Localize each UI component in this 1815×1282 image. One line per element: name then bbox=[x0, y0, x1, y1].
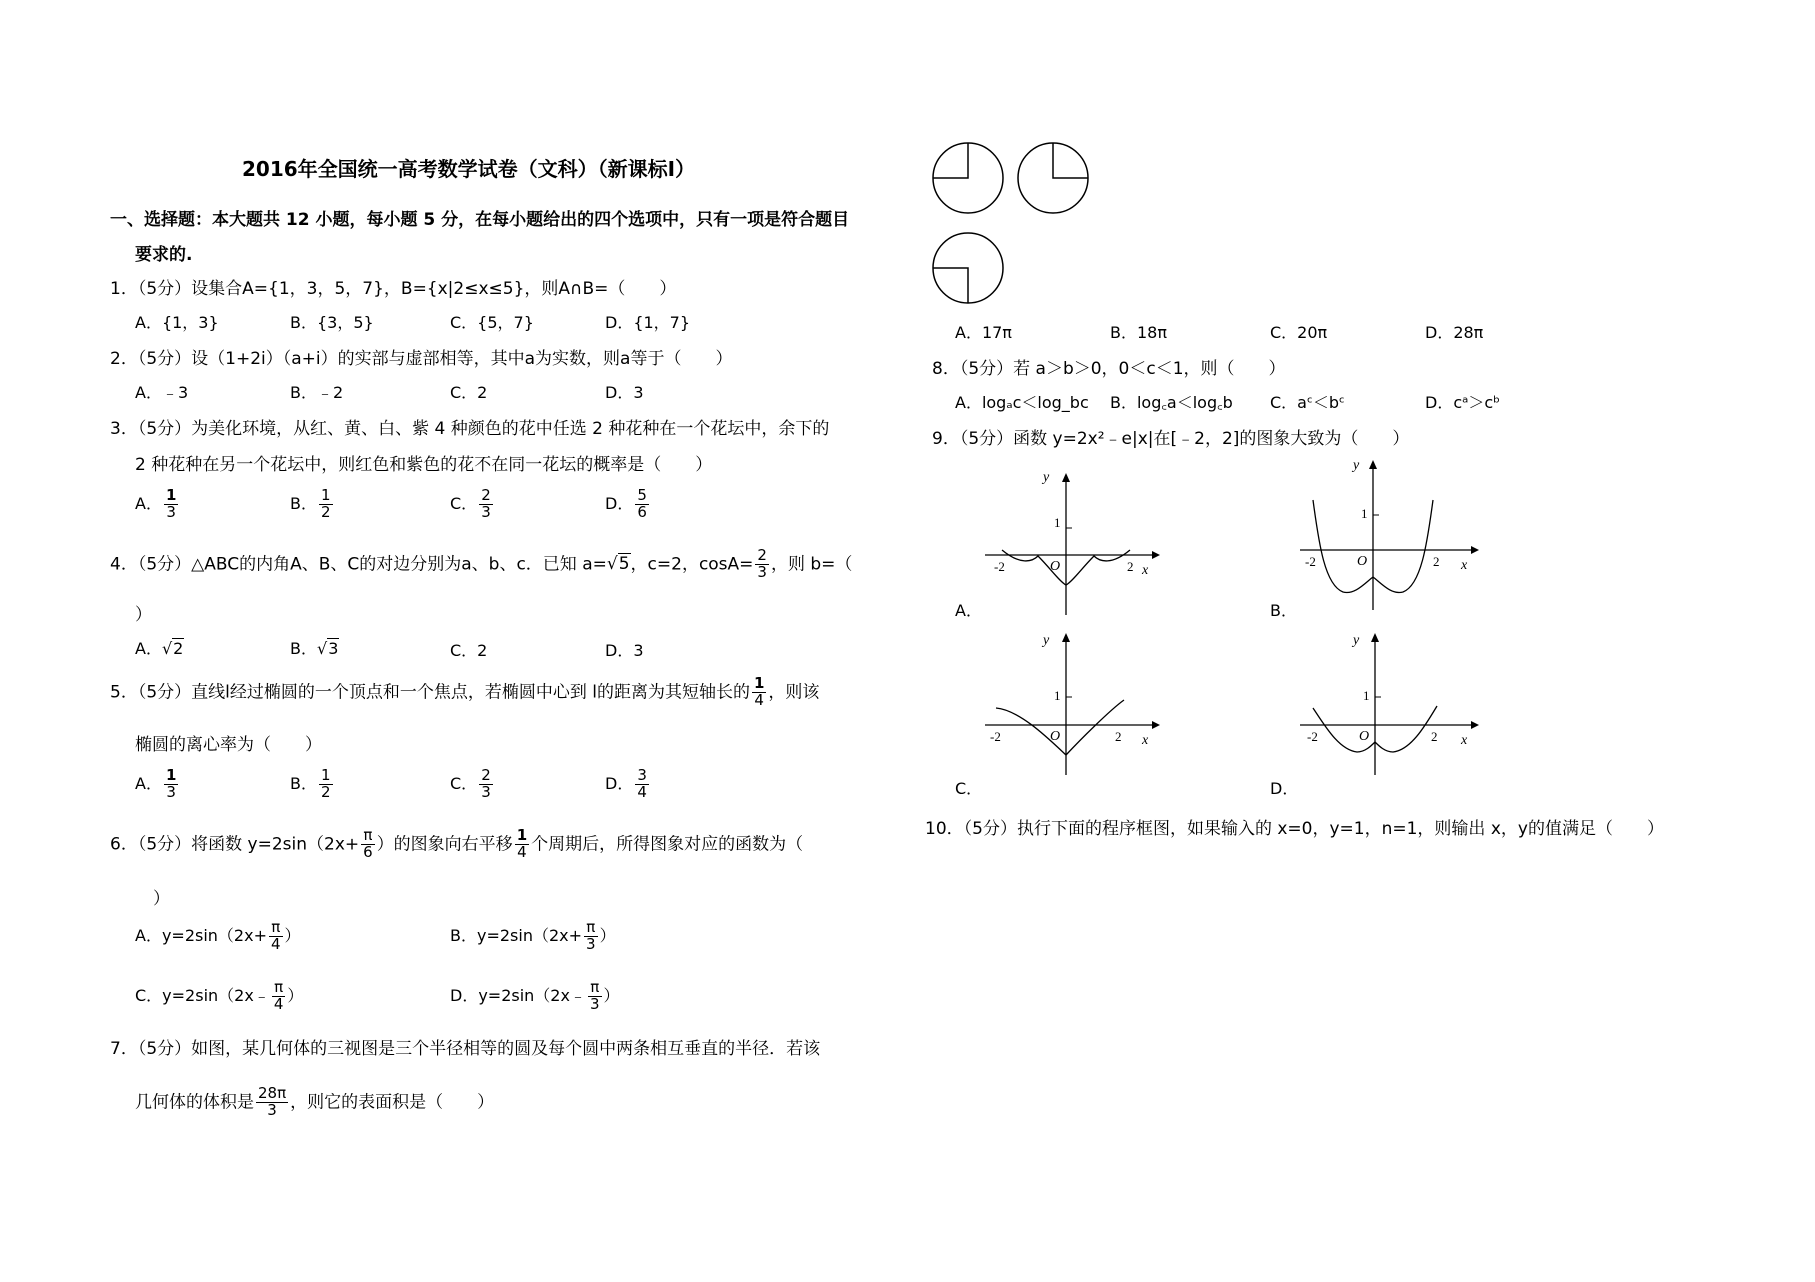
graph-b bbox=[1295, 455, 1480, 620]
axis-x-label: x bbox=[1142, 563, 1149, 578]
origin-label: O bbox=[1359, 729, 1370, 744]
fraction: $\frac{\pi}{4}$ bbox=[273, 978, 284, 1013]
q8-option-c: C．aᶜ＜bᶜ bbox=[1270, 393, 1345, 412]
graph-a bbox=[980, 470, 1160, 620]
origin-label: O bbox=[1357, 554, 1368, 569]
question-5-line2: 椭圆的离心率为（ ） bbox=[135, 735, 322, 755]
tick-pos-two: 2 bbox=[1127, 559, 1134, 574]
fraction: $\frac{\pi}{3}$ bbox=[586, 918, 596, 953]
view-side bbox=[1018, 143, 1088, 213]
graph-c bbox=[980, 630, 1160, 780]
q6-option-b: B．y=2sin（2x+ $\frac{\pi}{3}$ ） bbox=[450, 918, 616, 953]
q8-option-b: B．log꜀a＜log꜀b bbox=[1110, 393, 1233, 412]
fraction: $\frac{3}{4}$ bbox=[637, 766, 647, 801]
fraction: $\frac{2}{3}$ bbox=[481, 486, 491, 521]
question-2: 2．（5分）设（1+2i）（a+i）的实部与虚部相等，其中a为实数，则a等于（ ） bbox=[110, 349, 733, 369]
q7-option-c: C．20π bbox=[1270, 323, 1328, 342]
q9-option-c: C． bbox=[955, 779, 983, 798]
q5-option-d: D． $\frac{3}{4}$ bbox=[605, 766, 647, 801]
q4-option-a: A．√2 bbox=[135, 639, 184, 658]
q5-option-b: B． $\frac{1}{2}$ bbox=[290, 766, 331, 801]
question-5-line1: 5．（5分）直线l经过椭圆的一个顶点和一个焦点，若椭圆中心到 l的距离为其短轴长的 $\frac{1}{4}$ ，则该 bbox=[110, 674, 820, 709]
tick-pos-two: 2 bbox=[1433, 554, 1440, 569]
graph-d bbox=[1295, 630, 1480, 780]
section-line2: 要求的. bbox=[135, 245, 193, 265]
three-view-figure bbox=[930, 140, 1105, 310]
q2-option-b: B．﹣2 bbox=[290, 383, 344, 402]
question-1: 1．（5分）设集合A={1，3，5，7}，B={x|2≤x≤5}，则A∩B=（ ） bbox=[110, 279, 677, 299]
fraction: $\frac{1}{4}$ bbox=[753, 674, 765, 709]
question-4-line2: ） bbox=[135, 605, 152, 625]
fraction: $\frac{5}{6}$ bbox=[637, 486, 647, 521]
question-3-line1: 3．（5分）为美化环境，从红、黄、白、紫 4 种颜色的花中任选 2 种花种在一个花坛中，余下的 bbox=[110, 419, 830, 439]
question-6-line1: 6．（5分）将函数 y=2sin（2x+ $\frac{\pi}{6}$ ）的图象向右平移 $\frac{1}{4}$ 个周期后，所得图象对应的函数为（ bbox=[110, 826, 804, 861]
tick-neg-two: -2 bbox=[1305, 554, 1316, 569]
sqrt-expression: √5 bbox=[606, 554, 630, 575]
fraction: $\frac{1}{4}$ bbox=[516, 826, 528, 861]
view-top bbox=[933, 233, 1003, 303]
fraction: $\frac{2}{3}$ bbox=[481, 766, 491, 801]
fraction: $\frac{1}{2}$ bbox=[320, 766, 331, 801]
q9-option-d: D． bbox=[1270, 779, 1299, 798]
axis-y-label: y bbox=[1043, 633, 1050, 648]
q2-option-d: D．3 bbox=[605, 383, 644, 402]
fraction: $\frac{1}{3}$ bbox=[165, 766, 177, 801]
sqrt-expression: √3 bbox=[316, 639, 339, 658]
page-title: 2016年全国统一高考数学试卷（文科）（新课标I） bbox=[242, 157, 696, 181]
axis-x-label: x bbox=[1461, 733, 1468, 748]
fraction: $\frac{1}{2}$ bbox=[320, 486, 331, 521]
q6-option-c: C．y=2sin（2x﹣ $\frac{\pi}{4}$ ） bbox=[135, 978, 304, 1013]
origin-label: O bbox=[1050, 729, 1061, 744]
q4-option-d: D．3 bbox=[605, 641, 644, 660]
q7-option-b: B．18π bbox=[1110, 323, 1167, 342]
q2-option-a: A．﹣3 bbox=[135, 383, 189, 402]
q8-option-d: D．cᵃ＞cᵇ bbox=[1425, 393, 1501, 412]
q3-option-a: A． $\frac{1}{3}$ bbox=[135, 486, 177, 521]
q5-option-a: A． $\frac{1}{3}$ bbox=[135, 766, 177, 801]
q6-option-d: D．y=2sin（2x﹣ $\frac{\pi}{3}$ ） bbox=[450, 978, 620, 1013]
q5-option-c: C． $\frac{2}{3}$ bbox=[450, 766, 491, 801]
question-8: 8．（5分）若 a＞b＞0，0＜c＜1，则（ ） bbox=[932, 359, 1286, 379]
tick-one: 1 bbox=[1054, 515, 1061, 530]
axis-x-label: x bbox=[1461, 558, 1468, 573]
tick-neg-two: -2 bbox=[1307, 729, 1318, 744]
tick-neg-two: -2 bbox=[994, 559, 1005, 574]
tick-neg-two: -2 bbox=[990, 729, 1001, 744]
fraction: $\frac{\pi}{6}$ bbox=[363, 826, 373, 861]
question-7-line2: 几何体的体积是 $\frac{28\pi}{3}$ ，则它的表面积是（ ） bbox=[135, 1084, 495, 1119]
fraction: $\frac{\pi}{4}$ bbox=[270, 918, 281, 953]
q2-option-c: C．2 bbox=[450, 383, 488, 402]
question-9: 9．（5分）函数 y=2x²﹣e|x|在[﹣2，2]的图象大致为（ ） bbox=[932, 429, 1410, 449]
axis-y-label: y bbox=[1043, 470, 1050, 485]
q7-option-d: D．28π bbox=[1425, 323, 1484, 342]
section-line1: 一、选择题：本大题共 12 小题，每小题 5 分，在每小题给出的四个选项中，只有一项是符合题目 bbox=[110, 210, 850, 230]
q3-option-d: D． $\frac{5}{6}$ bbox=[605, 486, 647, 521]
q7-option-a: A．17π bbox=[955, 323, 1012, 342]
tick-one: 1 bbox=[1054, 688, 1061, 703]
q1-option-b: B．{3，5} bbox=[290, 313, 374, 332]
q9-option-b: B． bbox=[1270, 601, 1297, 620]
q9-option-a: A． bbox=[955, 601, 982, 620]
q1-option-d: D．{1，7} bbox=[605, 313, 691, 332]
fraction: $\frac{1}{3}$ bbox=[165, 486, 177, 521]
q1-option-a: A．{1，3} bbox=[135, 313, 219, 332]
sqrt-expression: √2 bbox=[161, 639, 184, 658]
q3-option-c: C． $\frac{2}{3}$ bbox=[450, 486, 491, 521]
question-3-line2: 2 种花种在另一个花坛中，则红色和紫色的花不在同一花坛的概率是（ ） bbox=[135, 455, 713, 475]
question-4-line1: 4．（5分）△ABC的内角A、B、C的对边分别为a、b、c．已知 a=√5，c=2，cosA= $\frac{2}{3}$ ，则 b=（ bbox=[110, 546, 853, 581]
origin-label: O bbox=[1050, 559, 1061, 574]
axis-x-label: x bbox=[1142, 733, 1149, 748]
tick-one: 1 bbox=[1363, 688, 1370, 703]
view-front bbox=[933, 143, 1003, 213]
q1-option-c: C．{5，7} bbox=[450, 313, 534, 332]
question-6-line2: ） bbox=[153, 889, 170, 909]
tick-one: 1 bbox=[1361, 506, 1368, 521]
q6-option-a: A．y=2sin（2x+ $\frac{\pi}{4}$ ） bbox=[135, 918, 301, 953]
axis-y-label: y bbox=[1353, 633, 1360, 648]
fraction: $\frac{28\pi}{3}$ bbox=[258, 1084, 287, 1119]
tick-pos-two: 2 bbox=[1431, 729, 1438, 744]
question-10: 10．（5分）执行下面的程序框图，如果输入的 x=0，y=1，n=1，则输出 x，y的值满足（ ） bbox=[925, 819, 1664, 839]
fraction: $\frac{\pi}{3}$ bbox=[589, 978, 600, 1013]
tick-pos-two: 2 bbox=[1115, 729, 1122, 744]
q4-option-c: C．2 bbox=[450, 641, 488, 660]
q3-option-b: B． $\frac{1}{2}$ bbox=[290, 486, 331, 521]
q8-option-a: A．logₐc＜log_bc bbox=[955, 393, 1089, 412]
q4-option-b: B．√3 bbox=[290, 639, 339, 658]
axis-y-label: y bbox=[1353, 458, 1360, 473]
question-7-line1: 7．（5分）如图，某几何体的三视图是三个半径相等的圆及每个圆中两条相互垂直的半径．若该 bbox=[110, 1039, 821, 1059]
fraction: $\frac{2}{3}$ bbox=[757, 546, 767, 581]
